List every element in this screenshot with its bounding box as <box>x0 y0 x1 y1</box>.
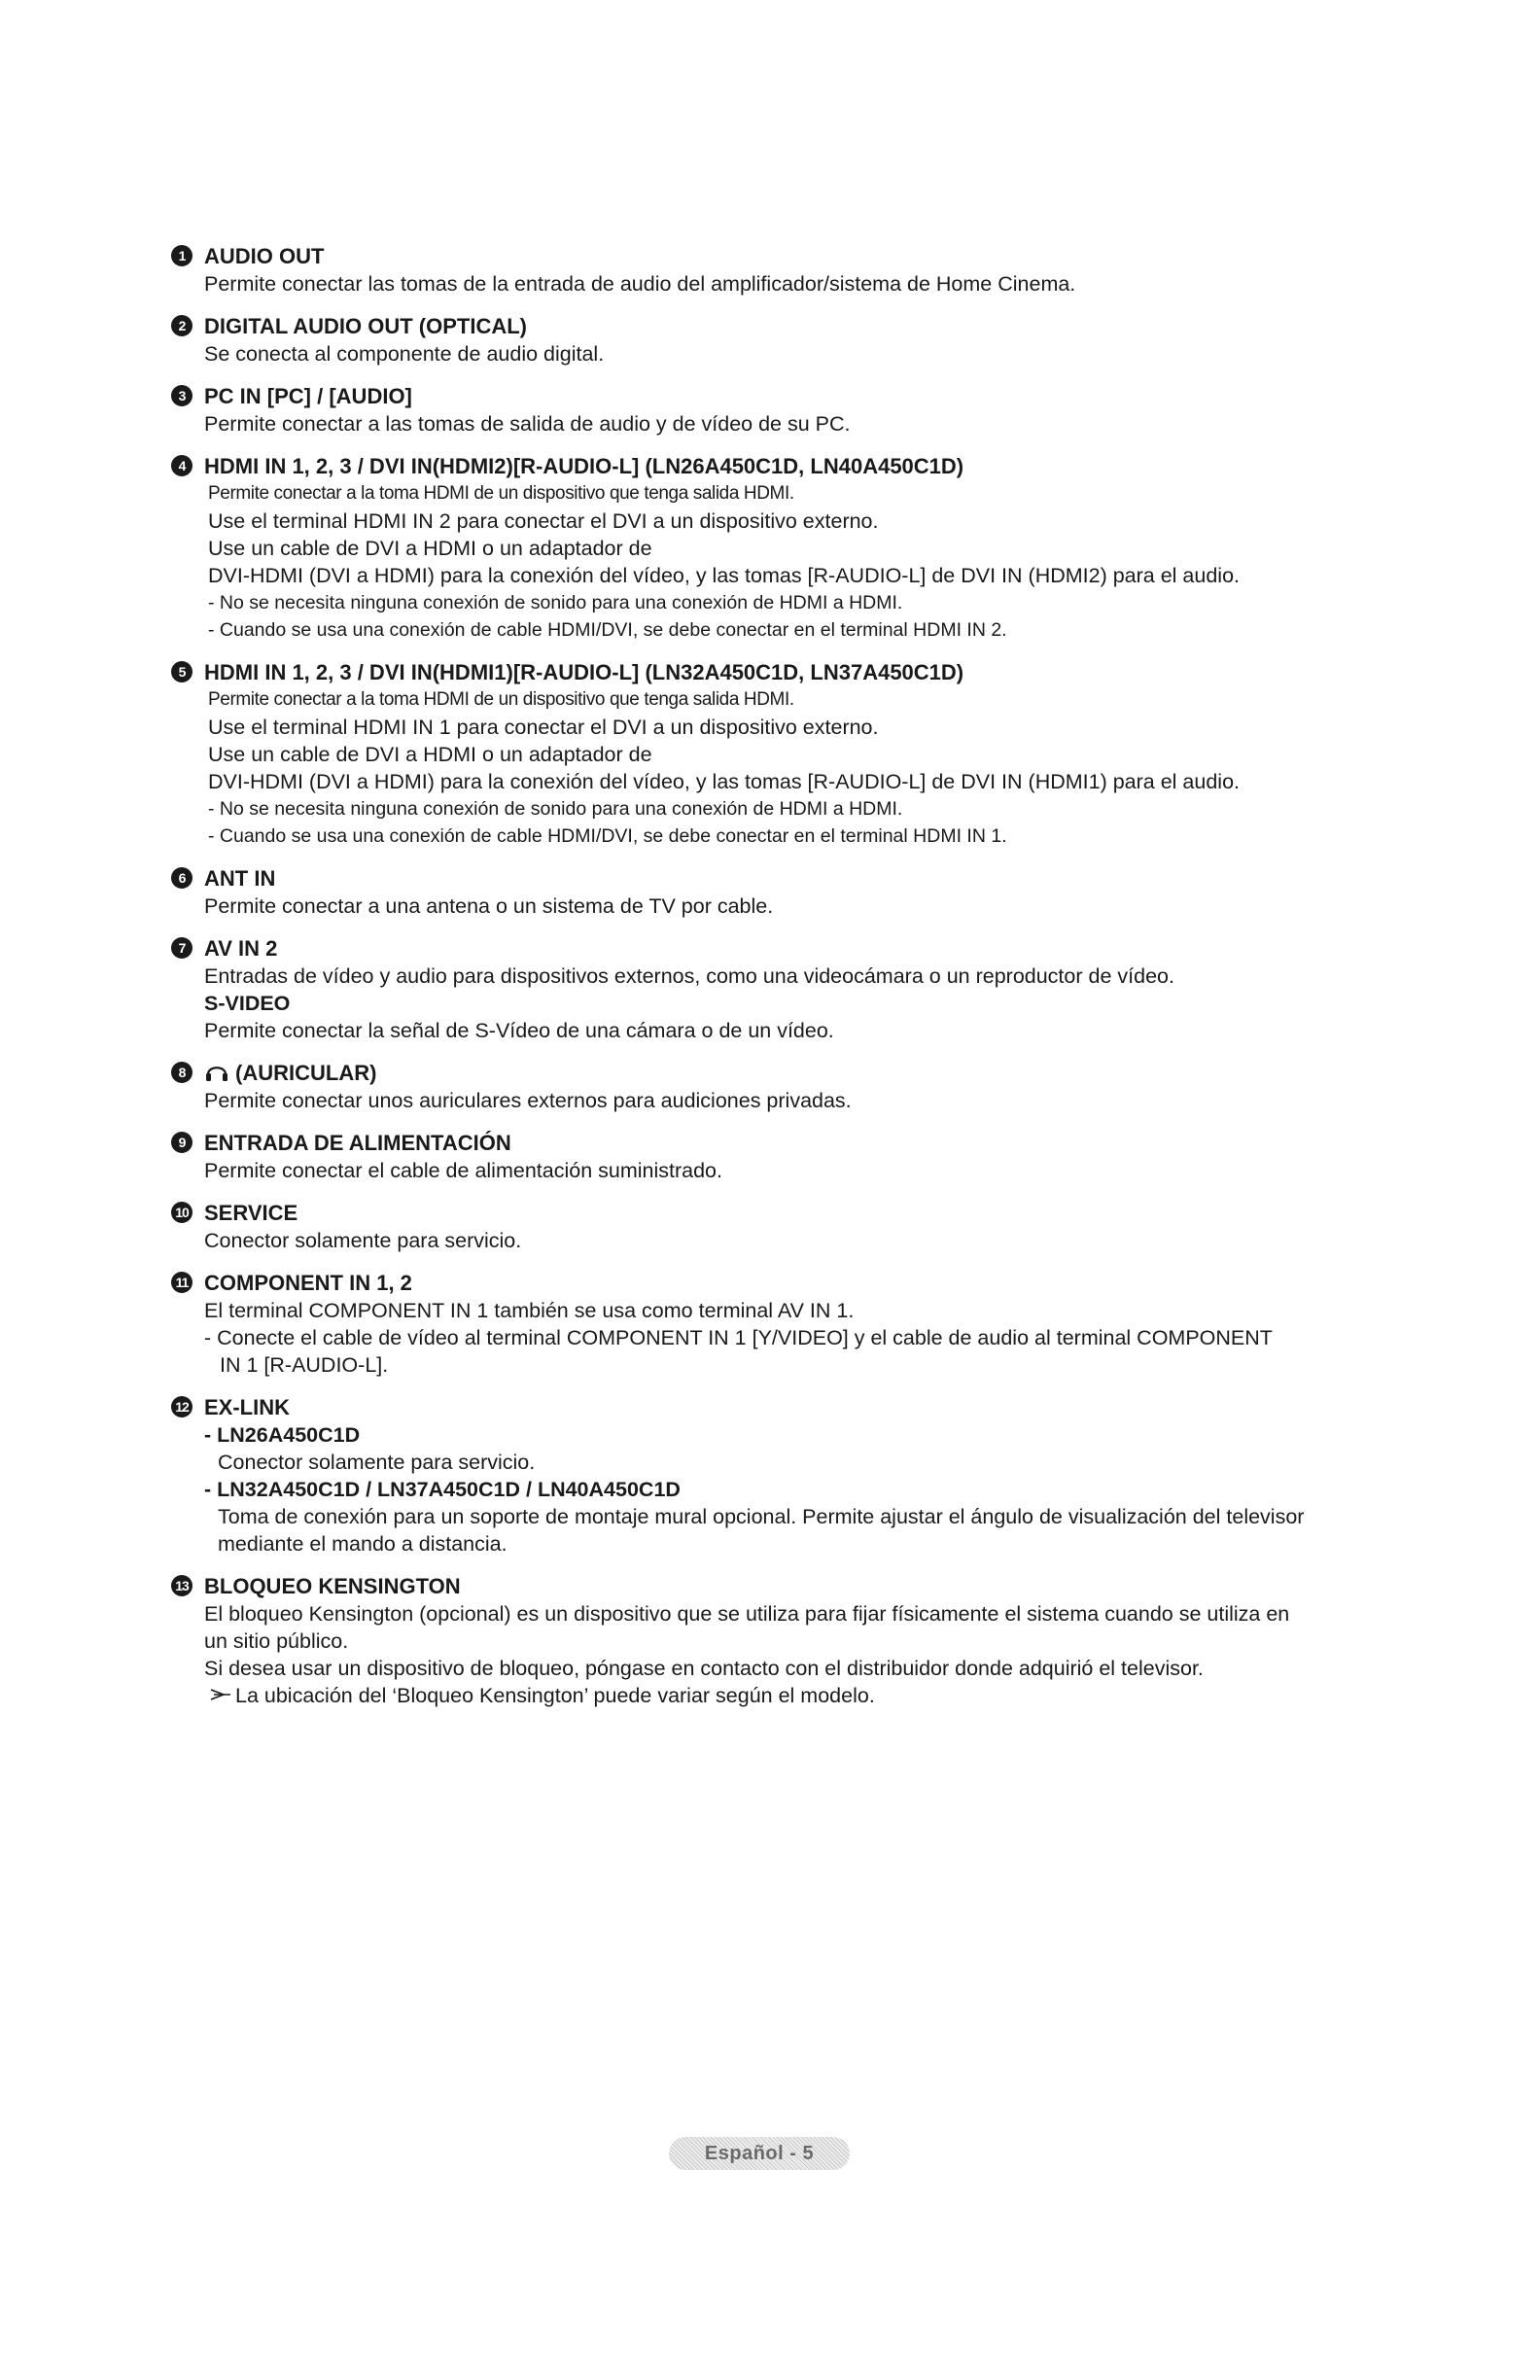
item-title: HDMI IN 1, 2, 3 / DVI IN(HDMI2)[R-AUDIO-L] (LN26A450C1D, LN40A450C1D) <box>204 454 964 478</box>
item-text: El terminal COMPONENT IN 1 también se usa como terminal AV IN 1. <box>204 1299 855 1322</box>
item-text: Toma de conexión para un soporte de montaje mural opcional. Permite ajustar el ángulo de visualización del televisor <box>218 1505 1305 1528</box>
list-item <box>175 313 1390 368</box>
item-title: (AURICULAR) <box>235 1061 377 1085</box>
list-item <box>175 453 1390 644</box>
item-title: DIGITAL AUDIO OUT (OPTICAL) <box>204 314 528 338</box>
list-item <box>175 1060 1390 1114</box>
item-text: Use el terminal HDMI IN 2 para conectar el DVI a un dispositivo externo. <box>208 509 879 533</box>
item-text: Permite conectar unos auriculares externos para audiciones privadas. <box>204 1089 852 1112</box>
item-title: PC IN [PC] / [AUDIO] <box>204 384 412 408</box>
number-badge: 2 <box>171 315 192 336</box>
number-badge: 3 <box>171 385 192 406</box>
item-note: IN 1 [R-AUDIO-L]. <box>220 1353 389 1377</box>
item-text: Permite conectar el cable de alimentación suministrado. <box>204 1159 722 1182</box>
item-text: Permite conectar las tomas de la entrada de audio del amplificador/sistema de Home Cinema. <box>204 272 1076 296</box>
item-title: BLOQUEO KENSINGTON <box>204 1574 461 1598</box>
item-note: - Cuando se usa una conexión de cable HDMI/DVI, se debe conectar en el terminal HDMI IN 2. <box>208 619 1007 641</box>
item-text: DVI-HDMI (DVI a HDMI) para la conexión del vídeo, y las tomas [R-AUDIO-L] de DVI IN (HDMI2) para el audio. <box>208 564 1241 587</box>
list-item <box>175 1394 1390 1558</box>
sub-title: S-VIDEO <box>204 992 291 1015</box>
number-badge: 5 <box>171 661 192 682</box>
number-badge: 6 <box>171 867 192 889</box>
list-item <box>175 1200 1390 1254</box>
number-badge: 7 <box>171 937 192 959</box>
page-footer-badge <box>669 2137 850 2170</box>
item-text: Si desea usar un dispositivo de bloqueo, póngase en contacto con el distribuidor donde adquirió el televisor. <box>204 1657 1204 1680</box>
list-item <box>175 659 1390 850</box>
item-text: DVI-HDMI (DVI a HDMI) para la conexión del vídeo, y las tomas [R-AUDIO-L] de DVI IN (HDMI1) para el audio. <box>208 770 1241 793</box>
item-title: ENTRADA DE ALIMENTACIÓN <box>204 1131 511 1155</box>
item-text: Use el terminal HDMI IN 1 para conectar el DVI a un dispositivo externo. <box>208 716 879 739</box>
item-text: Permite conectar a la toma HDMI de un dispositivo que tenga salida HDMI. <box>208 689 794 710</box>
item-note-row <box>204 1682 1390 1709</box>
item-note: - No se necesita ninguna conexión de sonido para una conexión de HDMI a HDMI. <box>208 592 903 613</box>
number-badge: 9 <box>171 1132 192 1153</box>
list-item <box>175 243 1390 298</box>
list-item <box>175 1130 1390 1184</box>
list-item <box>175 865 1390 920</box>
item-text: Se conecta al componente de audio digital. <box>204 342 605 366</box>
item-note: - Cuando se usa una conexión de cable HDMI/DVI, se debe conectar en el terminal HDMI IN 1. <box>208 825 1007 847</box>
item-title: ANT IN <box>204 866 276 891</box>
item-text: mediante el mando a distancia. <box>218 1532 508 1556</box>
item-text: Conector solamente para servicio. <box>218 1451 536 1474</box>
connector-list <box>175 243 1390 1725</box>
list-item <box>175 1573 1390 1709</box>
number-badge: 4 <box>171 455 192 476</box>
list-item <box>175 935 1390 1044</box>
item-text: Conector solamente para servicio. <box>204 1229 522 1252</box>
item-text: Permite conectar a las tomas de salida de audio y de vídeo de su PC. <box>204 412 851 436</box>
item-title: SERVICE <box>204 1201 298 1225</box>
list-item <box>175 1270 1390 1379</box>
item-text: Permite conectar a la toma HDMI de un dispositivo que tenga salida HDMI. <box>208 483 794 504</box>
item-text: El bloqueo Kensington (opcional) es un dispositivo que se utiliza para fijar físicamente el sistema cuando se utiliza en <box>204 1602 1290 1626</box>
number-badge: 11 <box>171 1272 192 1293</box>
item-note: - Conecte el cable de vídeo al terminal COMPONENT IN 1 [Y/VIDEO] y el cable de audio al terminal COMPONENT <box>204 1326 1273 1349</box>
item-note: - No se necesita ninguna conexión de sonido para una conexión de HDMI a HDMI. <box>208 798 903 820</box>
number-badge: 1 <box>171 245 192 266</box>
number-badge: 13 <box>171 1575 192 1596</box>
list-item <box>175 383 1390 438</box>
item-title-row <box>194 1060 1390 1087</box>
note-arrow-icon <box>210 1688 231 1701</box>
item-title: EX-LINK <box>204 1395 290 1419</box>
number-badge: 12 <box>171 1396 192 1418</box>
page-number: Español - 5 <box>704 2142 815 2164</box>
number-badge: 10 <box>171 1202 192 1223</box>
number-badge: 8 <box>171 1062 192 1083</box>
headphone-icon <box>204 1060 229 1083</box>
item-text: un sitio público. <box>204 1629 349 1653</box>
item-title: AV IN 2 <box>204 936 278 961</box>
item-title: HDMI IN 1, 2, 3 / DVI IN(HDMI1)[R-AUDIO-L] (LN32A450C1D, LN37A450C1D) <box>204 660 964 684</box>
item-title: COMPONENT IN 1, 2 <box>204 1271 412 1295</box>
item-title: AUDIO OUT <box>204 244 325 268</box>
item-text: Use un cable de DVI a HDMI o un adaptador de <box>208 743 652 766</box>
sub-title: - LN26A450C1D <box>204 1423 361 1447</box>
sub-title: - LN32A450C1D / LN37A450C1D / LN40A450C1D <box>204 1478 681 1501</box>
item-text: Permite conectar la señal de S-Vídeo de una cámara o de un vídeo. <box>204 1019 834 1042</box>
item-text: Use un cable de DVI a HDMI o un adaptador de <box>208 537 652 560</box>
item-text: Entradas de vídeo y audio para dispositivos externos, como una videocámara o un reproductor de vídeo. <box>204 964 1174 988</box>
item-note: La ubicación del ‘Bloqueo Kensington’ puede variar según el modelo. <box>235 1684 875 1707</box>
item-text: Permite conectar a una antena o un sistema de TV por cable. <box>204 894 774 918</box>
